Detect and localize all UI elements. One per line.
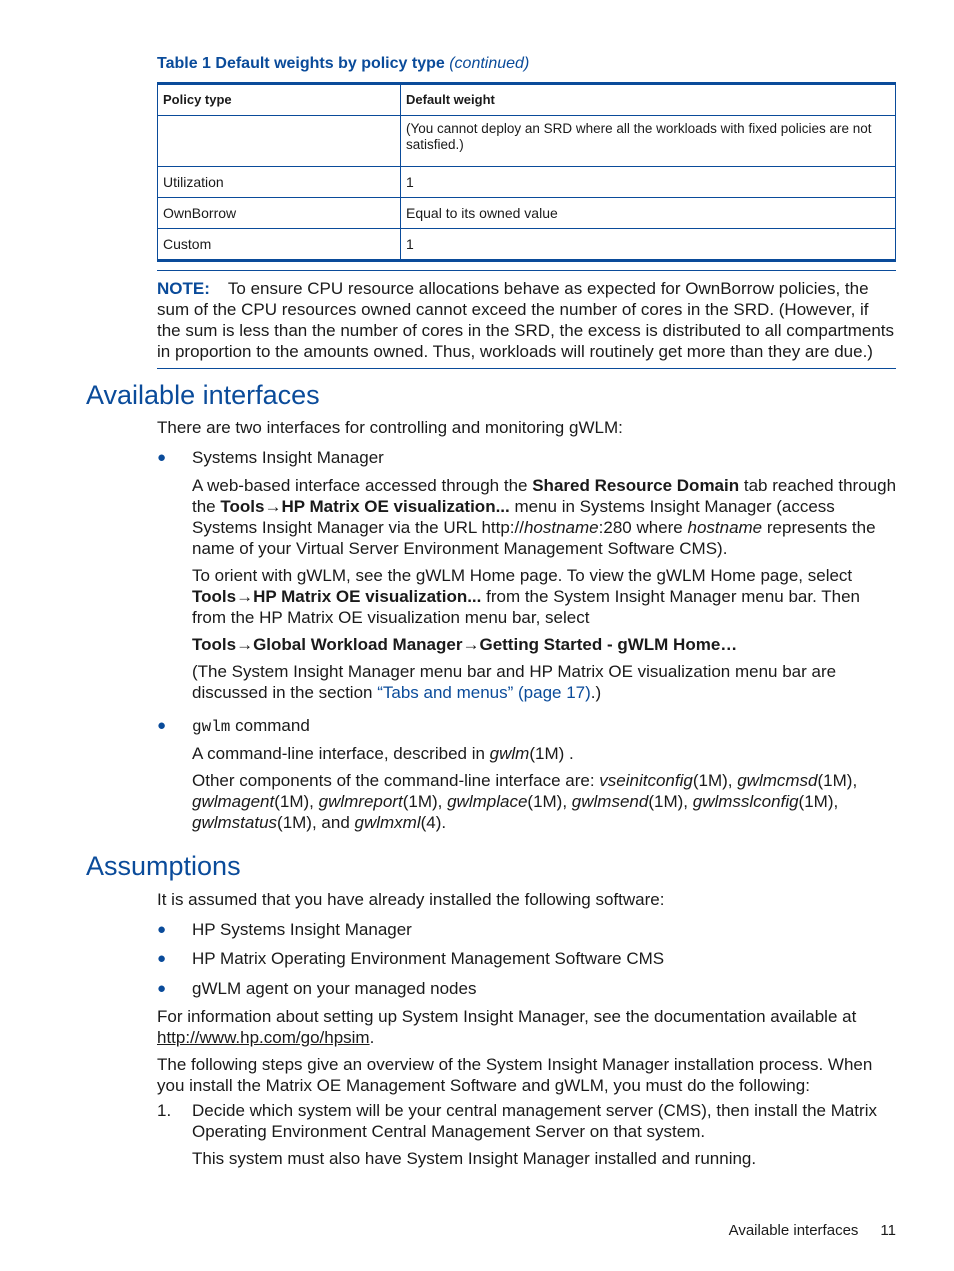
footer-section: Available interfaces (728, 1222, 859, 1239)
table-row (158, 198, 896, 229)
table-row (158, 229, 896, 261)
table-caption-continued: (continued) (449, 55, 530, 72)
table-cell: OwnBorrow (158, 198, 401, 229)
step-1-text: Decide which system will be your central management server (CMS), then install the Matrix Operating Environment Central Management Server on that system. (192, 1101, 877, 1141)
table-cell: Equal to its owned value (401, 198, 896, 229)
sim-description: A web-based interface accessed through the Shared Resource Domain tab reached through the Tools→HP Matrix OE visualization... menu in Systems Insight Manager (access Systems Insight Manager via the URL http://hostname:280 where hostname represents the name of your Virtual Server Environment Management Software CMS). (192, 476, 897, 558)
default-weights-table (157, 82, 896, 262)
bullet-text: Systems Insight Manager (192, 448, 384, 467)
intro-paragraph: There are two interfaces for controlling and monitoring gWLM: (157, 418, 623, 437)
orient-paragraph: To orient with gWLM, see the gWLM Home page. To view the gWLM Home page, select Tools→HP Matrix OE visualization... from the System Insight Manager menu bar. Then from the HP Matrix OE visualization menu bar, select (192, 566, 860, 627)
table-cell: 1 (401, 229, 896, 261)
table-caption (157, 55, 529, 73)
cli-description: A command-line interface, described in gwlm(1M) . (192, 744, 574, 763)
bullet-icon: ● (157, 717, 167, 734)
table-header-row (158, 84, 896, 116)
bullet-icon: ● (157, 449, 167, 466)
page-footer (600, 1222, 896, 1239)
bullet-icon: ● (157, 921, 167, 938)
menus-paragraph: (The System Insight Manager menu bar and HP Matrix OE visualization menu bar are discussed in the section “Tabs and menus” (page 17).) (192, 662, 837, 702)
bullet-text: gWLM agent on your managed nodes (192, 979, 477, 998)
bullet-text: HP Matrix Operating Environment Management Software CMS (192, 949, 665, 968)
table-row (158, 167, 896, 198)
bullet-icon: ● (157, 980, 167, 997)
note-label: NOTE: (157, 279, 210, 298)
cli-components: Other components of the command-line interface are: vseinitconfig(1M), gwlmcmsd(1M), gwlmagent(1M), gwlmreport(1M), gwlmplace(1M), gwlmsend(1M), gwlmsslconfig(1M), gwlmstatus(1M), and gwlmxml(4). (192, 771, 858, 832)
step-number: 1. (157, 1101, 172, 1120)
table-cell: Custom (158, 229, 401, 261)
table-cell: 1 (401, 167, 896, 198)
assumptions-intro: It is assumed that you have already installed the following software: (157, 890, 665, 909)
menu-path: Tools→Global Workload Manager→Getting Started - gWLM Home… (192, 635, 738, 654)
table-row (158, 116, 896, 167)
table-cell (158, 116, 401, 167)
step-1-note: This system must also have System Insight Manager installed and running. (192, 1149, 757, 1168)
hpsim-url-link[interactable]: http://www.hp.com/go/hpsim (157, 1028, 370, 1047)
table-caption-title: Table 1 Default weights by policy type (157, 55, 445, 72)
header-default-weight: Default weight (401, 84, 896, 116)
heading-assumptions: Assumptions (86, 851, 241, 881)
note-text: To ensure CPU resource allocations behave as expected for OwnBorrow policies, the sum of the CPU resources owned cannot exceed the number of cores in the SRD. (However, if the sum is less than the number of cores in the SRD, the excess is distributed to all compartments in proportion to the amounts owned. Thus, workloads will routinely get more than they are due.) (157, 279, 895, 361)
bullet-text: gwlm command (192, 716, 310, 736)
heading-available-interfaces: Available interfaces (86, 380, 320, 410)
header-policy-type: Policy type (158, 84, 401, 116)
note-box (157, 270, 896, 369)
table-cell: (You cannot deploy an SRD where all the workloads with fixed policies are not satisfied.) (401, 116, 896, 167)
bullet-icon: ● (157, 950, 167, 967)
bullet-text: HP Systems Insight Manager (192, 920, 412, 939)
hpsim-paragraph: For information about setting up System Insight Manager, see the documentation available at http://www.hp.com/go/hpsim. (157, 1007, 857, 1047)
page-number: 11 (880, 1222, 896, 1239)
overview-paragraph: The following steps give an overview of the System Insight Manager installation process. When you install the Matrix OE Management Software and gWLM, you must do the following: (157, 1055, 873, 1095)
table-cell: Utilization (158, 167, 401, 198)
tabs-and-menus-link[interactable]: “Tabs and menus” (page 17) (377, 683, 591, 702)
